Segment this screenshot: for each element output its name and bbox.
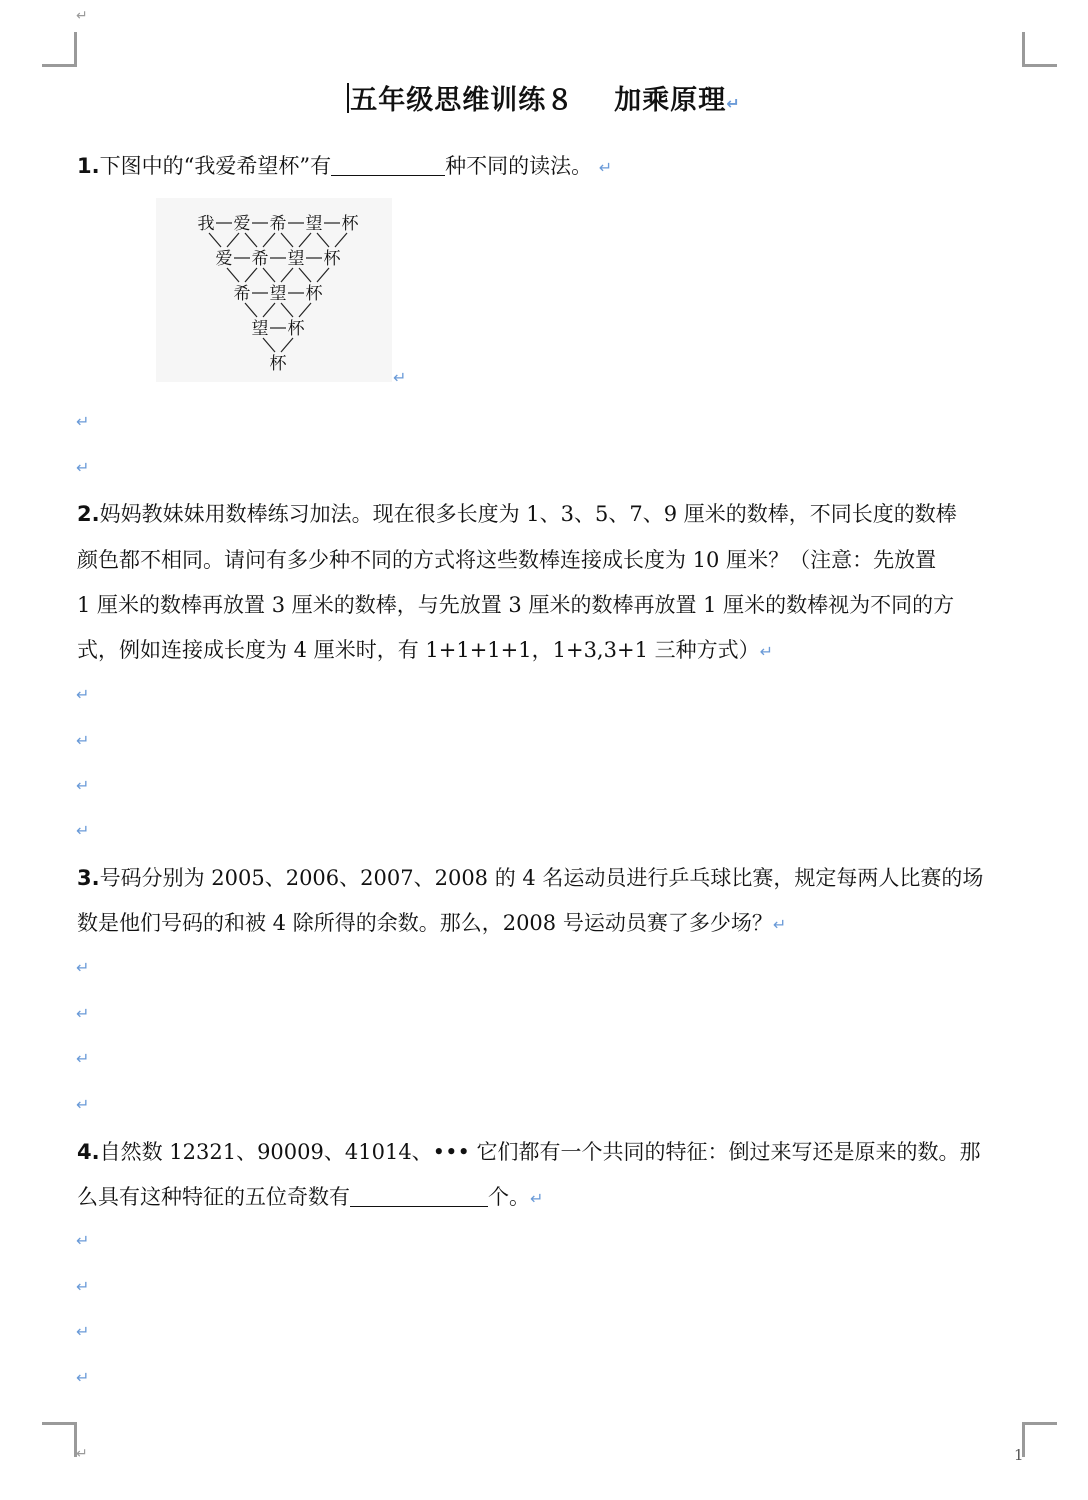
question-4-line-2 bbox=[77, 1182, 1027, 1214]
diagonal-connector bbox=[281, 268, 293, 282]
paragraph-mark-icon: ↵ bbox=[530, 1189, 544, 1208]
diagonal-connector bbox=[245, 303, 257, 317]
question-text: 种不同的读法。 bbox=[445, 154, 593, 178]
paragraph-mark-icon: ↵ bbox=[726, 94, 741, 113]
question-3-line-2 bbox=[77, 908, 1027, 940]
question-number: 3. bbox=[77, 866, 100, 890]
figure-character: 希 bbox=[251, 249, 269, 269]
paragraph-mark-icon: ↵ bbox=[598, 158, 613, 177]
question-number: 2. bbox=[77, 502, 100, 526]
paragraph-mark-icon: ↵ bbox=[76, 8, 88, 24]
question-text: 1 厘米的数棒再放置 3 厘米的数棒，与先放置 3 厘米的数棒再放置 1 厘米的数棒视为不同的方 bbox=[77, 593, 955, 617]
paragraph-mark-icon: ↵ bbox=[772, 915, 787, 934]
diagonal-connector bbox=[263, 338, 275, 352]
diagonal-connector bbox=[317, 268, 329, 282]
crop-mark-bottom-right bbox=[1022, 1422, 1057, 1457]
figure-character: 杯 bbox=[269, 354, 287, 374]
diagonal-connector bbox=[299, 303, 311, 317]
diagonal-connector bbox=[281, 233, 293, 247]
question-text: 号码分别为 2005、2006、2007、2008 的 4 名运动员进行乒乓球比赛，规定每两人比赛的场 bbox=[99, 866, 984, 890]
title-main: 五年级思维训练８ bbox=[350, 85, 575, 116]
diagonal-connector bbox=[299, 233, 311, 247]
paragraph-mark-icon: ↵ bbox=[76, 1277, 90, 1296]
answer-blank[interactable] bbox=[350, 1184, 488, 1207]
figure-character: 爱 bbox=[233, 214, 251, 234]
question-text: 自然数 12321、90009、41014、••• 它们都有一个共同的特征：倒过来写还是原来的数。那 bbox=[99, 1140, 981, 1164]
figure-character: 望 bbox=[287, 249, 305, 269]
paragraph-mark-icon: ↵ bbox=[76, 1322, 90, 1341]
figure-character: 希 bbox=[233, 284, 251, 304]
figure-character: 杯 bbox=[287, 319, 305, 339]
answer-blank[interactable] bbox=[331, 153, 445, 176]
paragraph-mark-icon: ↵ bbox=[76, 412, 90, 431]
paragraph-mark-icon: ↵ bbox=[76, 776, 90, 795]
question-2-line-1 bbox=[77, 499, 1027, 529]
question-text: 式，例如连接成长度为 4 厘米时，有 1+1+1+1，1+3,3+1 三种方式） bbox=[77, 638, 760, 662]
figure-character: 我 bbox=[197, 214, 215, 234]
diagonal-connector bbox=[263, 233, 275, 247]
diagonal-connector bbox=[281, 303, 293, 317]
paragraph-mark-icon: ↵ bbox=[76, 458, 90, 477]
diagonal-connector bbox=[317, 233, 329, 247]
paragraph-mark-icon: ↵ bbox=[76, 821, 90, 840]
diagonal-connector bbox=[263, 303, 275, 317]
paragraph-mark-icon: ↵ bbox=[393, 368, 407, 387]
reading-triangle-figure bbox=[156, 198, 392, 382]
paragraph-mark-icon: ↵ bbox=[76, 1004, 90, 1023]
paragraph-mark-icon: ↵ bbox=[76, 731, 90, 750]
question-number: 4. bbox=[77, 1140, 100, 1164]
paragraph-mark-icon: ↵ bbox=[759, 642, 774, 661]
paragraph-mark-icon: ↵ bbox=[76, 1231, 90, 1250]
figure-character: 爱 bbox=[215, 249, 233, 269]
paragraph-mark-icon: ↵ bbox=[76, 1446, 88, 1462]
diagonal-connector bbox=[281, 338, 293, 352]
diagonal-connector bbox=[209, 233, 221, 247]
figure-character: 杯 bbox=[341, 214, 359, 234]
paragraph-mark-icon: ↵ bbox=[76, 1095, 90, 1114]
question-text: 颜色都不相同。请问有多少种不同的方式将这些数棒连接成长度为 10 厘米？（注意：先放置 bbox=[77, 548, 937, 572]
question-text: 个。 bbox=[488, 1185, 530, 1209]
diagonal-connector bbox=[227, 268, 239, 282]
page-number: 1 bbox=[1014, 1446, 1024, 1464]
figure-character: 望 bbox=[251, 319, 269, 339]
question-4-line-1 bbox=[77, 1137, 1027, 1167]
crop-mark-top-right bbox=[1022, 32, 1057, 67]
question-2-line-3 bbox=[77, 590, 1027, 620]
question-text: 数是他们号码的和被 4 除所得的余数。那么，2008 号运动员赛了多少场？ bbox=[77, 911, 773, 935]
question-2-line-2 bbox=[77, 545, 1027, 575]
diagonal-connector bbox=[245, 268, 257, 282]
page-title bbox=[0, 78, 1088, 117]
paragraph-mark-icon: ↵ bbox=[76, 1368, 90, 1387]
crop-mark-bottom-left bbox=[42, 1422, 77, 1457]
figure-character: 希 bbox=[269, 214, 287, 234]
question-text: 妈妈教妹妹用数棒练习加法。现在很多长度为 1、3、5、7、9 厘米的数棒，不同长度的数棒 bbox=[99, 502, 957, 526]
crop-mark-top-left bbox=[42, 32, 77, 67]
figure-character: 杯 bbox=[305, 284, 323, 304]
question-3-line-1 bbox=[77, 863, 1027, 893]
paragraph-mark-icon: ↵ bbox=[76, 685, 90, 704]
diagonal-connector bbox=[227, 233, 239, 247]
title-topic: 加乘原理 bbox=[614, 85, 727, 116]
diagonal-connector bbox=[335, 233, 347, 247]
question-number: 1. bbox=[77, 154, 100, 178]
paragraph-mark-icon: ↵ bbox=[76, 1049, 90, 1068]
question-2-line-4 bbox=[77, 635, 1027, 667]
diagonal-connector bbox=[263, 268, 275, 282]
question-text: 下图中的“我爱希望杯”有 bbox=[99, 154, 332, 178]
question-1 bbox=[77, 151, 1027, 183]
paragraph-mark-icon: ↵ bbox=[76, 958, 90, 977]
triangle-diagram bbox=[156, 198, 392, 382]
figure-character: 杯 bbox=[323, 249, 341, 269]
figure-character: 望 bbox=[269, 284, 287, 304]
text-cursor bbox=[347, 83, 349, 113]
question-text: 么具有这种特征的五位奇数有 bbox=[77, 1185, 350, 1209]
diagonal-connector bbox=[299, 268, 311, 282]
figure-character: 望 bbox=[305, 214, 323, 234]
diagonal-connector bbox=[245, 233, 257, 247]
